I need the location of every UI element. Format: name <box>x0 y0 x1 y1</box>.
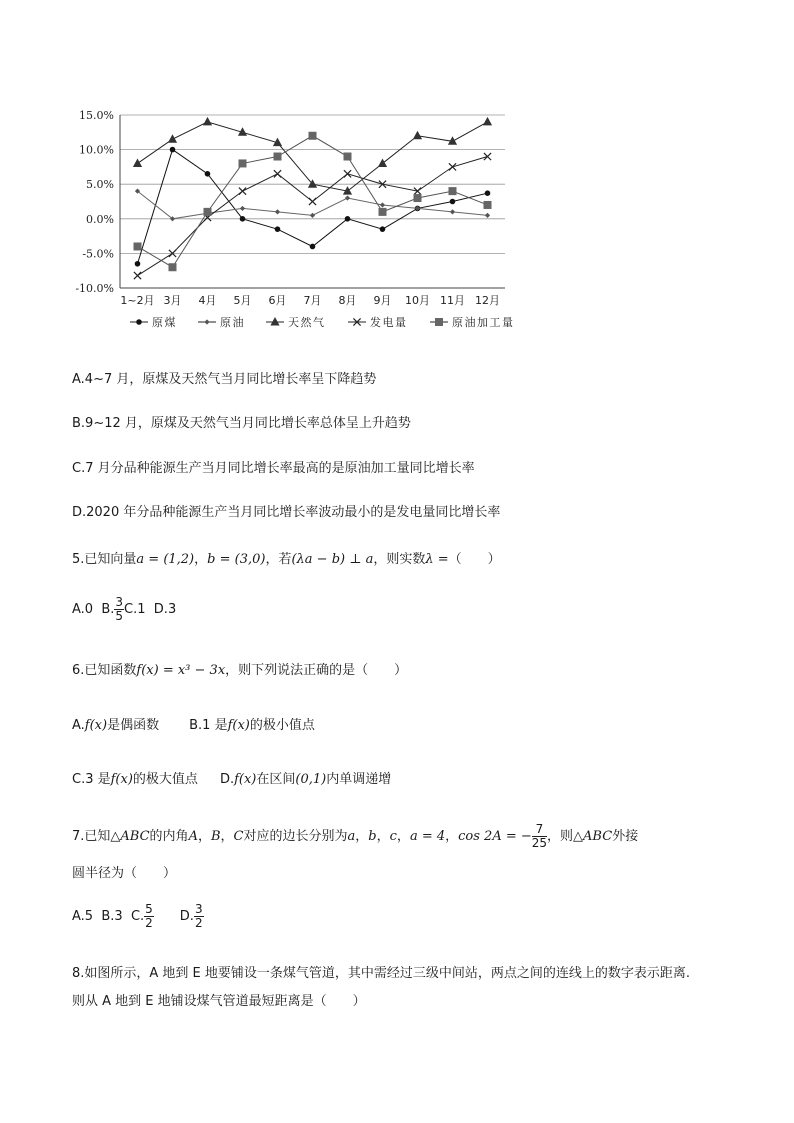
data-point-series-3 <box>133 158 142 167</box>
y-tick-label: 10.0% <box>79 143 114 157</box>
question-6-stem: 6.已知函数f(x) = x³ − 3x，则下列说法正确的是（ ） <box>72 663 408 678</box>
question-8-stem-line2: 则从 A 地到 E 地铺设煤气管道最短距离是（ ） <box>72 994 366 1009</box>
data-point-series-1 <box>485 190 491 196</box>
option-a: A.4~7 月，原煤及天然气当月同比增长率呈下降趋势 <box>72 372 377 387</box>
data-point-series-2 <box>240 206 245 211</box>
legend-marker <box>204 319 209 324</box>
legend-label: 原油 <box>220 316 245 329</box>
data-point-series-5 <box>239 159 247 167</box>
y-tick-label: 0.0% <box>86 212 114 226</box>
y-tick-label: 5.0% <box>86 178 114 192</box>
option-d: D.2020 年分品种能源生产当月同比增长率波动最小的是发电量同比增长率 <box>72 505 501 520</box>
x-tick-label: 8月 <box>338 294 357 307</box>
question-6-options-ab: A.f(x)是偶函数 B.1 是f(x)的极小值点 <box>72 718 315 733</box>
legend-label: 原油加工量 <box>452 316 515 329</box>
function-expression: f(x) = x³ − 3x <box>136 663 226 678</box>
x-tick-label: 11月 <box>440 294 465 307</box>
y-tick-label: -10.0% <box>75 282 114 295</box>
data-point-series-2 <box>345 195 350 200</box>
data-point-series-3 <box>378 158 387 167</box>
data-point-series-2 <box>310 213 315 218</box>
data-point-series-5 <box>134 242 142 250</box>
x-tick-label: 4月 <box>198 294 217 307</box>
x-tick-label: 1~2月 <box>120 294 155 307</box>
question-8-stem: 8.如图所示，A 地到 E 地要铺设一条煤气管道，其中需经过三级中间站，两点之间的连线上的数字表示距离. <box>72 966 691 981</box>
question-5-stem: 5.已知向量a = (1,2)，b = (3,0)，若(λa − b) ⊥ a，则实数λ =（ ） <box>72 552 501 567</box>
data-point-series-2 <box>380 202 385 207</box>
data-point-series-5 <box>449 187 457 195</box>
data-point-series-5 <box>484 201 492 209</box>
fraction-7-25: $\frac{7}{25}$ <box>531 822 548 850</box>
data-point-series-1 <box>310 244 316 250</box>
energy-growth-line-chart <box>60 100 520 340</box>
data-point-series-5 <box>274 153 282 161</box>
legend-label: 发电量 <box>370 316 408 329</box>
question-7-stem: 7.已知△ABC的内角A，B，C对应的边长分别为a，b，c，a = 4，cos 2A = − $\frac{7}{25}$ ，则△ABC外接 <box>72 822 639 850</box>
data-point-series-3 <box>483 117 492 126</box>
y-tick-label: -5.0% <box>82 247 114 261</box>
x-tick-label: 9月 <box>373 294 392 307</box>
fraction-3-5: $\frac{3}{5}$ <box>115 595 124 623</box>
data-point-series-1 <box>275 226 281 232</box>
data-point-series-1 <box>170 147 176 153</box>
legend-marker <box>270 317 279 326</box>
data-point-series-3 <box>413 131 422 140</box>
legend-label: 原煤 <box>152 316 177 329</box>
data-point-series-5 <box>204 208 212 216</box>
data-point-series-1 <box>345 216 351 222</box>
data-point-series-5 <box>309 132 317 140</box>
data-point-series-1 <box>205 171 211 177</box>
option-b: B.9~12 月，原煤及天然气当月同比增长率总体呈上升趋势 <box>72 416 411 431</box>
x-tick-label: 10月 <box>405 294 430 307</box>
question-6-options-cd: C.3 是f(x)的极大值点 D.f(x)在区间(0,1)内单调递增 <box>72 772 392 787</box>
data-point-series-3 <box>203 117 212 126</box>
data-point-series-5 <box>379 208 387 216</box>
data-point-series-5 <box>169 263 177 271</box>
vector-b-expression: b = (3,0) <box>207 552 266 567</box>
legend-marker <box>435 318 443 326</box>
data-point-series-2 <box>485 213 490 218</box>
fraction-3-2: $\frac{3}{2}$ <box>194 902 203 930</box>
data-point-series-3 <box>168 134 177 143</box>
data-point-series-5 <box>344 153 352 161</box>
data-point-series-1 <box>450 199 456 205</box>
vector-a-expression: a = (1,2) <box>136 552 195 567</box>
x-tick-label: 6月 <box>268 294 287 307</box>
x-tick-label: 7月 <box>303 294 322 307</box>
y-tick-label: 15.0% <box>79 109 114 122</box>
legend-label: 天然气 <box>288 316 326 329</box>
data-point-series-1 <box>380 226 386 232</box>
x-tick-label: 12月 <box>475 294 500 307</box>
option-c: C.7 月分品种能源生产当月同比增长率最高的是原油加工量同比增长率 <box>72 461 475 476</box>
question-5-options: A.0 B. $\frac{3}{5}$ C.1 D.3 <box>72 595 177 623</box>
question-7-options: A.5 B.3 C. $\frac{5}{2}$ D. $\frac{3}{2}$ <box>72 902 203 930</box>
data-point-series-1 <box>135 261 141 267</box>
legend-marker <box>136 319 142 325</box>
data-point-series-5 <box>414 194 422 202</box>
data-point-series-1 <box>240 216 246 222</box>
question-7-stem-line2: 圆半径为（ ） <box>72 866 177 881</box>
x-tick-label: 5月 <box>233 294 252 307</box>
data-point-series-2 <box>275 209 280 214</box>
data-point-series-2 <box>450 209 455 214</box>
perpendicular-condition: (λa − b) ⊥ a <box>291 552 374 567</box>
x-tick-label: 3月 <box>163 294 182 307</box>
fraction-5-2: $\frac{5}{2}$ <box>145 902 153 930</box>
